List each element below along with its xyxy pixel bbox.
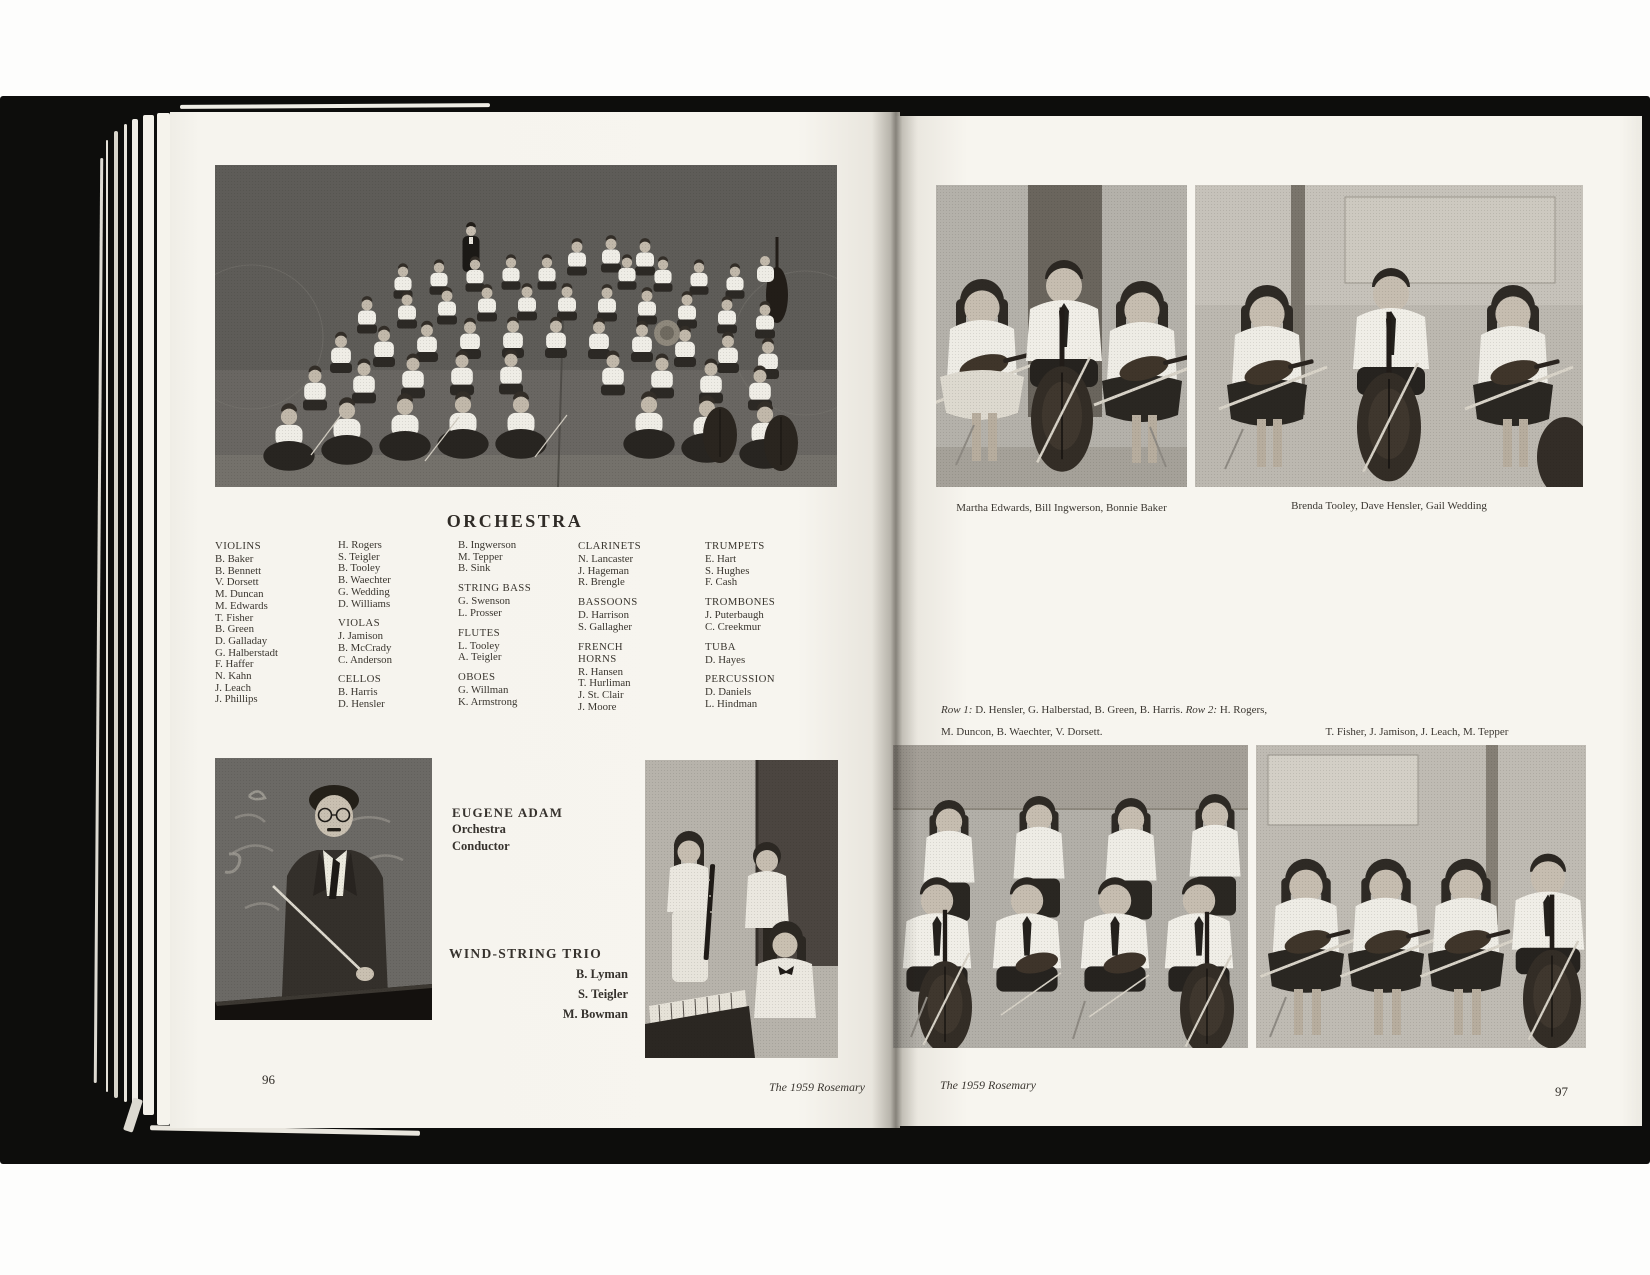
roster-name: M. Tepper — [458, 550, 503, 563]
roster-name: B. Green — [215, 623, 254, 636]
trio-member: B. Lyman — [575, 967, 628, 981]
row2-label: Row 2: — [1185, 704, 1218, 716]
top-right-trio-illustration — [1195, 185, 1583, 487]
roster-name: S. Teigler — [338, 550, 380, 563]
roster-name: R. Brengle — [578, 576, 625, 589]
trio-photo — [645, 760, 838, 1058]
roster-section-title: BASSOONS — [578, 596, 638, 609]
roster-section-title: STRING BASS — [458, 582, 532, 595]
page-heading: ORCHESTRA — [446, 511, 584, 531]
roster-name: B. Ingwerson — [458, 539, 517, 551]
roster-name: D. Harrison — [578, 609, 629, 622]
page-edge-stack — [132, 119, 138, 1109]
roster-column — [458, 540, 578, 713]
roster-name: R. Hansen — [578, 665, 623, 678]
roster-section-title: FRENCH HORNS — [578, 640, 623, 665]
roster-name: B. Bennett — [215, 564, 262, 577]
conductor-photo-illustration — [215, 758, 432, 1020]
roster-name: V. Dorsett — [215, 576, 259, 589]
trio-member: S. Teigler — [577, 987, 628, 1001]
roster-section-title: TRUMPETS — [705, 540, 765, 552]
roster-column — [215, 540, 338, 713]
roster-name: J. St. Clair — [578, 688, 624, 701]
roster-name: B. Tooley — [338, 562, 381, 575]
roster-section-title: OBOES — [458, 670, 496, 683]
top-left-trio-photo — [936, 185, 1187, 487]
roster-name: F. Haffer — [215, 658, 254, 671]
bottom-left-group-illustration — [893, 745, 1248, 1048]
roster-name: B. Waechter — [338, 574, 391, 587]
roster-name: D. Galladay — [215, 634, 268, 647]
roster-name: T. Fisher — [215, 611, 254, 624]
roster-name: N. Kahn — [215, 670, 252, 683]
roster-section-title: PERCUSSION — [705, 673, 775, 686]
roster-name: J. Moore — [578, 700, 617, 713]
roster-column — [338, 540, 458, 713]
roster-section-title: FLUTES — [458, 626, 500, 639]
roster-name: K. Armstrong — [458, 695, 518, 708]
roster-name: D. Hayes — [705, 653, 746, 666]
roster-section-title: VIOLINS — [215, 540, 261, 552]
roster-name: J. Phillips — [215, 693, 258, 706]
roster-name: L. Tooley — [458, 639, 500, 652]
roster-name: G. Swenson — [458, 595, 511, 608]
roster-section-title: VIOLAS — [338, 617, 380, 630]
roster-column — [578, 540, 705, 713]
caption-mid-left — [941, 699, 1271, 743]
bottom-right-group-photo — [1256, 745, 1586, 1048]
roster-name: E. Hart — [705, 553, 737, 565]
conductor-name: EUGENE ADAM — [452, 805, 564, 820]
roster-name: C. Anderson — [338, 653, 392, 666]
roster-name: D. Hensler — [338, 698, 385, 711]
roster-name: J. Jamison — [338, 630, 383, 643]
roster-name: A. Teigler — [458, 651, 502, 664]
roster-name: G. Willman — [458, 683, 509, 696]
top-right-trio-photo — [1195, 185, 1583, 487]
roster-name: C. Creekmur — [705, 620, 761, 633]
conductor-photo — [215, 758, 432, 1020]
footer-left: The 1959 Rosemary — [769, 1080, 865, 1094]
row1-names: D. Hensler, G. Halberstad, B. Green, B. Harris. — [975, 704, 1183, 716]
orchestra-roster — [215, 540, 815, 713]
page-96 — [170, 112, 900, 1128]
row2-names: H. Rogers, M. Duncon, B. Waechter, V. Dorsett. — [941, 704, 1268, 738]
roster-name: B. Harris — [338, 686, 378, 699]
roster-section-title: CLARINETS — [578, 540, 641, 552]
page-97 — [893, 116, 1642, 1126]
roster-name: J. Hageman — [578, 564, 629, 577]
trio-title: WIND-STRING TRIO — [449, 946, 602, 961]
roster-name: H. Rogers — [338, 539, 382, 551]
orchestra-group-photo-illustration — [215, 165, 837, 487]
trio-member: M. Bowman — [562, 1007, 628, 1021]
roster-name: G. Wedding — [338, 585, 390, 598]
roster-section-title: TROMBONES — [705, 596, 776, 609]
caption-top-right: Brenda Tooley, Dave Hensler, Gail Wedding — [1291, 500, 1487, 512]
roster-name: L. Hindman — [705, 697, 758, 710]
conductor-role-line1: Orchestra — [452, 822, 506, 836]
roster-name: M. Edwards — [215, 599, 268, 612]
roster-name: D. Williams — [338, 597, 391, 610]
roster-name: S. Gallagher — [578, 620, 632, 633]
trio-photo-illustration — [645, 760, 838, 1058]
page-edge-stack — [114, 131, 118, 1098]
roster-name: T. Hurliman — [578, 677, 631, 690]
page-edge-stack — [124, 124, 127, 1102]
page-edge-stack — [106, 140, 108, 1092]
page-number-left: 96 — [262, 1072, 275, 1087]
roster-name: B. Baker — [215, 553, 254, 565]
roster-section-title: CELLOS — [338, 673, 382, 686]
trio-credit — [449, 944, 628, 1024]
roster-name: B. McCrady — [338, 641, 392, 654]
roster-section-title: TUBA — [705, 640, 736, 653]
page-edge-stack — [157, 113, 170, 1125]
conductor-credit — [452, 804, 563, 855]
roster-name: B. Sink — [458, 562, 491, 575]
top-left-trio-illustration — [936, 185, 1187, 487]
orchestra-group-photo — [215, 165, 837, 487]
roster-name: M. Duncan — [215, 588, 264, 601]
page-edge-stack — [143, 115, 154, 1115]
roster-name: L. Prosser — [458, 606, 502, 619]
roster-name: D. Daniels — [705, 686, 752, 699]
conductor-role-line2: Conductor — [452, 839, 510, 853]
row1-label: Row 1: — [941, 704, 973, 716]
caption-top-left: Martha Edwards, Bill Ingwerson, Bonnie Baker — [956, 502, 1167, 514]
roster-name: S. Hughes — [705, 564, 750, 577]
footer-right: The 1959 Rosemary — [940, 1078, 1036, 1092]
roster-name: J. Puterbaugh — [705, 609, 764, 622]
roster-name: F. Cash — [705, 576, 738, 589]
bottom-left-group-photo — [893, 745, 1248, 1048]
roster-name: J. Leach — [215, 681, 251, 694]
roster-name: G. Halberstadt — [215, 646, 278, 659]
roster-name: N. Lancaster — [578, 553, 634, 565]
caption-mid-right: T. Fisher, J. Jamison, J. Leach, M. Tepper — [1325, 726, 1509, 738]
page-number-right: 97 — [1555, 1084, 1568, 1099]
roster-column — [705, 540, 815, 713]
bottom-right-group-illustration — [1256, 745, 1586, 1048]
